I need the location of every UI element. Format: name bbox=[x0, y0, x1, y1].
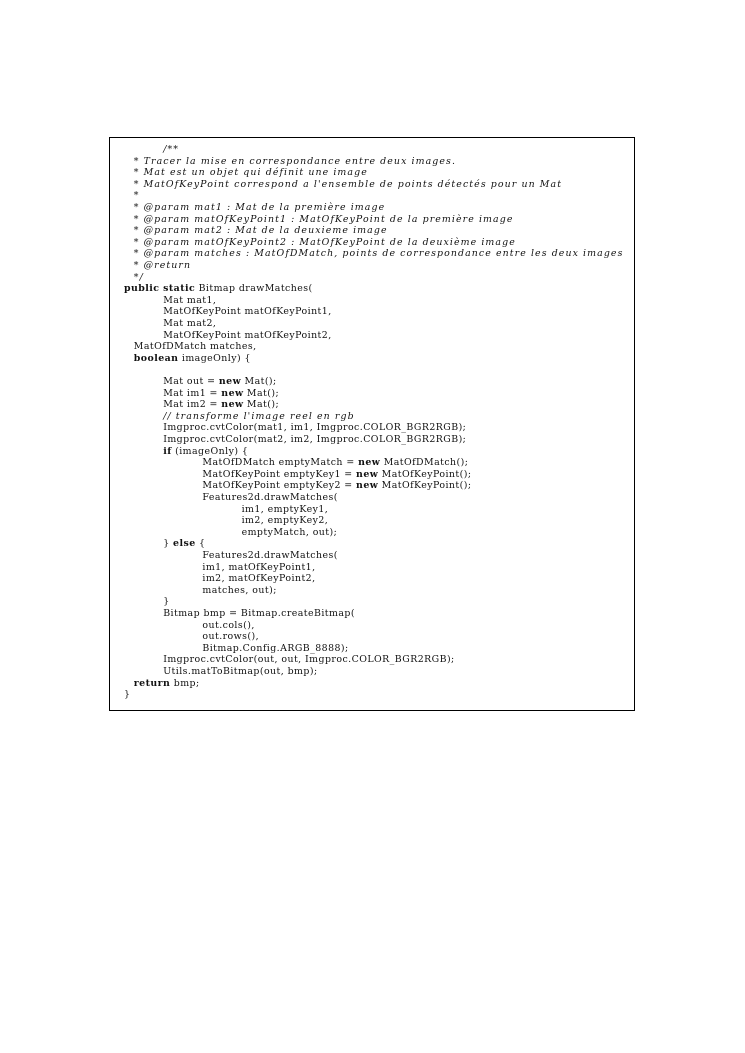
code-line: out.rows(), bbox=[202, 631, 260, 643]
code-line: im2, emptyKey2, bbox=[241, 515, 329, 527]
comment-line: * @param matches : MatOfDMatch, points de correspondance entre les deux images bbox=[133, 248, 624, 260]
code-line: if (imageOnly) { bbox=[163, 445, 249, 457]
code-line: Mat out = new Mat(); bbox=[163, 376, 277, 387]
comment-line: * @param matOfKeyPoint1 : MatOfKeyPoint de la première image bbox=[133, 213, 514, 225]
code-line: matches, out); bbox=[202, 584, 277, 596]
code-line: Imgproc.cvtColor(out, out, Imgproc.COLOR_BGR2RGB); bbox=[163, 654, 455, 666]
code-line: boolean imageOnly) { bbox=[133, 352, 251, 364]
code-line: MatOfDMatch emptyMatch = new MatOfDMatch(); bbox=[202, 457, 469, 469]
code-line: Bitmap.Config.ARGB_8888); bbox=[202, 642, 349, 654]
comment-line: * MatOfKeyPoint correspond a l'ensemble de points détectés pour un Mat bbox=[133, 178, 563, 190]
comment-line: * Mat est un objet qui définit une image bbox=[133, 167, 368, 179]
comment-line: * @param mat1 : Mat de la première image bbox=[133, 202, 386, 213]
code-line: MatOfKeyPoint matOfKeyPoint1, bbox=[163, 306, 332, 318]
code-line: Mat im1 = new Mat(); bbox=[163, 387, 280, 399]
code-listing bbox=[110, 138, 634, 710]
code-line: Bitmap bmp = Bitmap.createBitmap( bbox=[163, 608, 355, 619]
code-line: Utils.matToBitmap(out, bmp); bbox=[163, 666, 318, 677]
code-line: } else { bbox=[163, 538, 206, 550]
code-line: im1, matOfKeyPoint1, bbox=[202, 561, 316, 573]
comment-line: * bbox=[133, 190, 140, 202]
code-line: MatOfKeyPoint emptyKey1 = new MatOfKeyPoint(); bbox=[202, 468, 472, 480]
comment-line: * Tracer la mise en correspondance entre deux images. bbox=[133, 155, 457, 167]
code-line: Imgproc.cvtColor(mat1, im1, Imgproc.COLOR_BGR2RGB); bbox=[163, 422, 467, 434]
comment-line: */ bbox=[133, 271, 144, 283]
code-line: Mat im2 = new Mat(); bbox=[163, 399, 280, 411]
code-line: emptyMatch, out); bbox=[241, 526, 338, 538]
code-line: Features2d.drawMatches( bbox=[202, 550, 338, 561]
comment-line: // transforme l'image reel en rgb bbox=[163, 410, 355, 422]
code-line: im1, emptyKey1, bbox=[241, 503, 329, 515]
comment-line: * @return bbox=[133, 260, 192, 271]
code-listing-frame bbox=[109, 137, 635, 711]
comment-line: * @param matOfKeyPoint2 : MatOfKeyPoint de la deuxième image bbox=[133, 236, 516, 248]
code-line: return bmp; bbox=[133, 677, 200, 689]
code-line: Features2d.drawMatches( bbox=[202, 492, 338, 503]
comment-line: /** bbox=[163, 144, 180, 155]
code-line: MatOfKeyPoint matOfKeyPoint2, bbox=[163, 329, 332, 341]
code-line: Mat mat1, bbox=[163, 294, 217, 306]
code-line: } bbox=[163, 596, 170, 608]
code-line: MatOfKeyPoint emptyKey2 = new MatOfKeyPoint(); bbox=[202, 480, 472, 492]
code-line: MatOfDMatch matches, bbox=[133, 341, 257, 353]
comment-line: * @param mat2 : Mat de la deuxieme image bbox=[133, 225, 388, 237]
code-line: out.cols(), bbox=[202, 619, 255, 631]
code-line: Mat mat2, bbox=[163, 318, 217, 329]
code-line: public static Bitmap drawMatches( bbox=[124, 283, 313, 295]
code-line: im2, matOfKeyPoint2, bbox=[202, 573, 316, 585]
code-line: } bbox=[124, 689, 131, 701]
code-line: Imgproc.cvtColor(mat2, im2, Imgproc.COLOR_BGR2RGB); bbox=[163, 434, 467, 445]
